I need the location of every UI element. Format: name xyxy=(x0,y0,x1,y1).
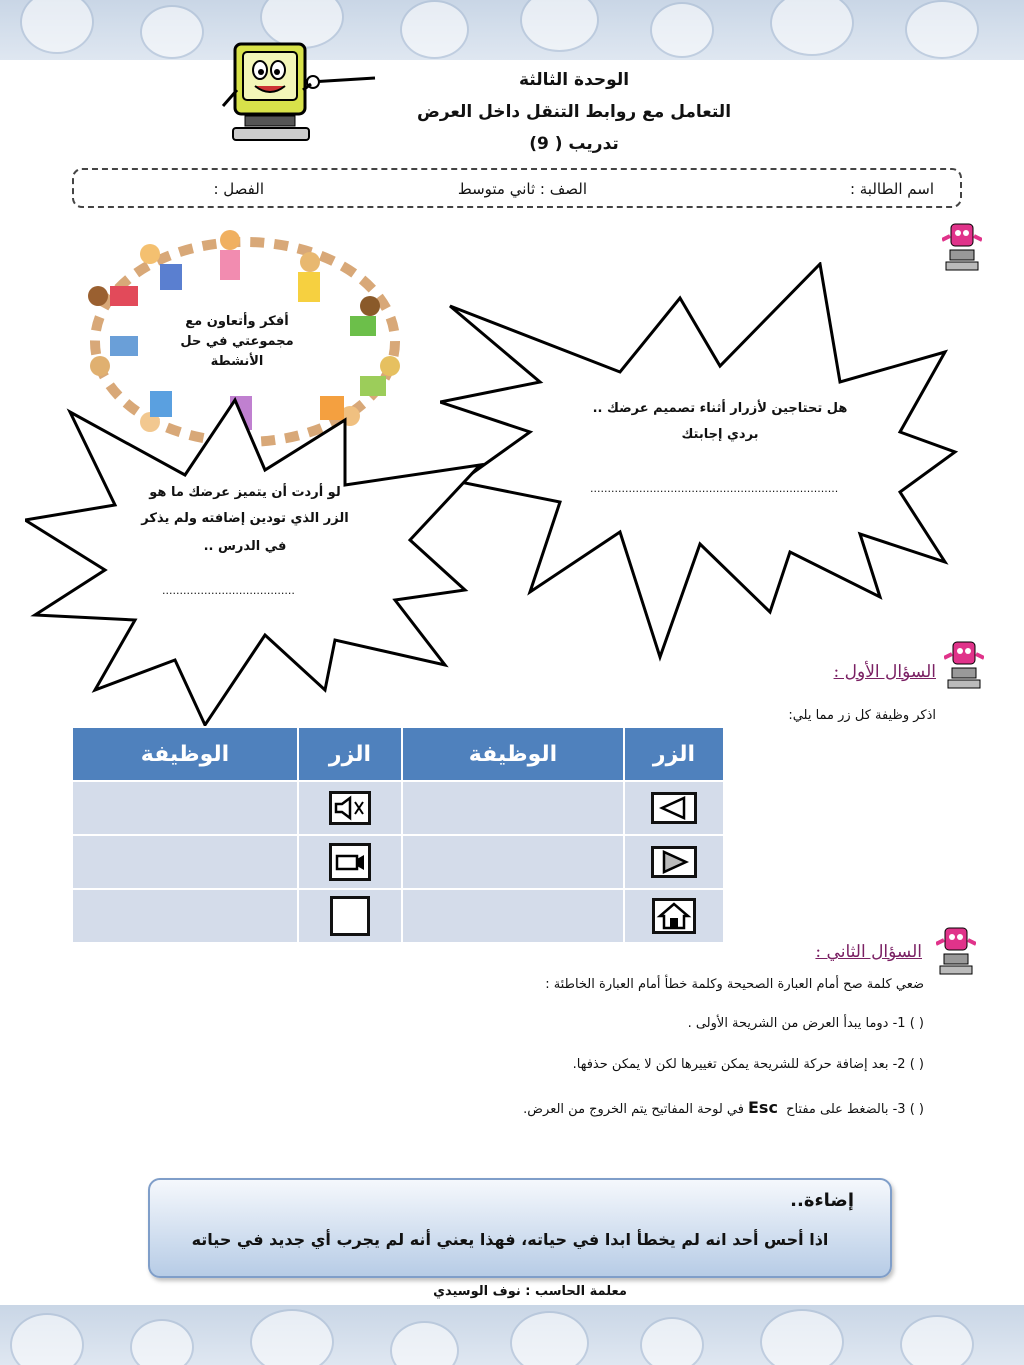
button-cell xyxy=(624,889,724,943)
answer-cell[interactable] xyxy=(72,835,298,889)
sound-icon xyxy=(329,791,371,825)
burst-left-line1: لو أردت أن يتميز عرضك ما هو xyxy=(149,485,341,500)
table-header-function: الوظيفة xyxy=(402,727,624,781)
tip-text: اذا أحس أحد انه لم يخطأ ابدا في حياته، فهذا يعني أنه لم يجرب أي جديد في حياته xyxy=(191,1230,829,1249)
button-cell xyxy=(624,781,724,835)
table-header-row xyxy=(72,727,724,781)
forward-next-icon xyxy=(651,846,697,878)
table-row xyxy=(72,781,724,835)
unit-title: الوحدة الثالثة xyxy=(518,70,630,90)
burst-right-answer-line: ....................................................................... xyxy=(590,482,839,495)
tip-box xyxy=(148,1178,892,1278)
table-header-button: الزر xyxy=(624,727,724,781)
teacher-footer: معلمة الحاسب : نوف الوسيدي xyxy=(433,1284,627,1299)
top-decor-band xyxy=(0,0,1024,60)
button-cell xyxy=(298,835,402,889)
exercise-title: تدريب ( 9) xyxy=(529,134,619,154)
question-2-instruction: ضعي كلمة صح أمام العبارة الصحيحة وكلمة خطأ أمام العبارة الخاطئة : xyxy=(545,977,924,992)
answer-cell[interactable] xyxy=(72,781,298,835)
burst-left-line2: الزر الذي تودين إضافته ولم يذكر xyxy=(141,511,349,526)
answer-cell[interactable] xyxy=(402,781,624,835)
question-2-title: السؤال الثاني : xyxy=(815,942,922,962)
button-cell xyxy=(298,889,402,943)
class-label: الفصل : xyxy=(213,180,264,198)
group-text: أفكر وأتعاون مع مجموعتي في حل الأنشطة xyxy=(180,314,294,369)
burst-right-line2: بردي إجابتك xyxy=(681,427,759,442)
starburst-left xyxy=(25,390,495,730)
question-1-title: السؤال الأول : xyxy=(833,662,936,682)
grade-label: الصف : ثاني متوسط xyxy=(457,180,587,198)
burst-left-line3: في الدرس .. xyxy=(203,539,287,554)
robot-mascot-icon xyxy=(944,640,984,692)
student-name-label: اسم الطالبة : xyxy=(849,180,934,198)
robot-mascot-icon xyxy=(936,926,976,978)
question-2-item-1[interactable]: ( ) 1- دوما يبدأ العرض من الشريحة الأولى . xyxy=(687,1016,924,1031)
answer-cell[interactable] xyxy=(402,889,624,943)
question-1-instruction: اذكر وظيفة كل زر مما يلي: xyxy=(788,708,936,723)
home-icon xyxy=(652,898,696,934)
question-2-item-3[interactable] xyxy=(523,1098,924,1117)
computer-mascot-illustration xyxy=(215,40,385,150)
lesson-title: التعامل مع روابط التنقل داخل العرض xyxy=(416,102,732,122)
answer-cell[interactable] xyxy=(402,835,624,889)
tip-title: إضاءة.. xyxy=(790,1190,854,1211)
answer-cell[interactable] xyxy=(72,889,298,943)
movie-icon xyxy=(329,843,371,881)
buttons-function-table xyxy=(71,726,725,944)
item-3-pre: ( ) 3- بالضغط على مفتاح xyxy=(786,1102,924,1117)
question-2-item-2[interactable]: ( ) 2- بعد إضافة حركة للشريحة يمكن تغييرها لكن لا يمكن حذفها. xyxy=(572,1057,924,1072)
table-row xyxy=(72,889,724,943)
table-header-button: الزر xyxy=(298,727,402,781)
bottom-decor-band xyxy=(0,1305,1024,1365)
starburst-right xyxy=(440,262,960,662)
burst-left-answer-line: ...................................... xyxy=(162,584,295,597)
button-cell xyxy=(624,835,724,889)
esc-key-label: Esc xyxy=(747,1098,778,1117)
blank-custom-icon xyxy=(330,896,370,936)
back-previous-icon xyxy=(651,792,697,824)
table-row xyxy=(72,835,724,889)
item-3-post: في لوحة المفاتيح يتم الخروج من العرض. xyxy=(523,1102,744,1117)
burst-right-line1: هل تحتاجين لأزرار أثناء تصميم عرضك .. xyxy=(592,401,848,416)
button-cell xyxy=(298,781,402,835)
table-header-function: الوظيفة xyxy=(72,727,298,781)
